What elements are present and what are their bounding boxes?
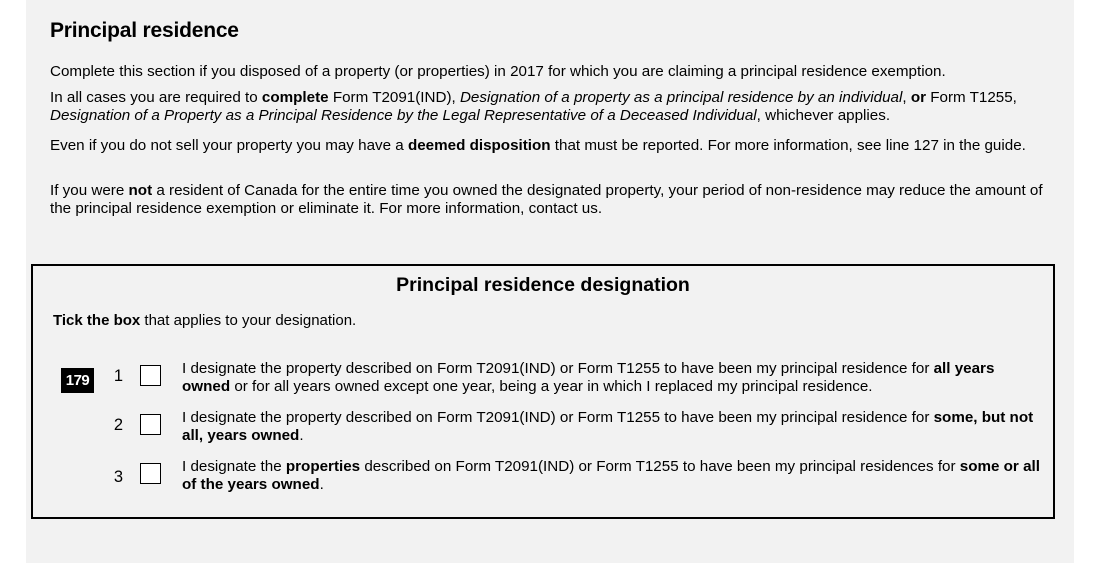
option-2-checkbox[interactable] [140, 414, 161, 435]
line-code-badge: 179 [61, 368, 94, 393]
option-2-number: 2 [113, 416, 123, 434]
option-2-text: I designate the property described on Form T2091(IND) or Form T1255 to have been my principal residence for some, but not all, years owned. [182, 409, 1034, 444]
option-1-number: 1 [113, 367, 123, 385]
intro-paragraph: Complete this section if you disposed of a property (or properties) in 2017 for which you are claiming a principal residence exemption. [50, 63, 946, 80]
option-3-number: 3 [113, 468, 123, 486]
option-3-checkbox[interactable] [140, 463, 161, 484]
option-1-text: I designate the property described on Form T2091(IND) or Form T1255 to have been my principal residence for all years owned or for all years owned except one year, being a year in which I replaced my principal residence. [182, 360, 995, 395]
designation-instruction: Tick the box that applies to your designation. [53, 312, 357, 329]
deemed-disposition-paragraph: Even if you do not sell your property you may have a deemed disposition that must be reported. For more information, see line 127 in the guide. [50, 137, 1026, 154]
section-title: Principal residence [50, 19, 239, 42]
option-3-text: I designate the properties described on Form T2091(IND) or Form T1255 to have been my principal residences for some or all of the years owned. [182, 458, 1040, 493]
option-1-checkbox[interactable] [140, 365, 161, 386]
designation-box [31, 264, 1055, 519]
requirement-paragraph: In all cases you are required to complete Form T2091(IND), Designation of a property as a principal residence by an individual, or Form T1255, Designation of a Property as a Principal Residence by the Legal Representative of a Deceased Individual, whichever applies. [50, 89, 1017, 124]
non-resident-paragraph: If you were not a resident of Canada for the entire time you owned the designated property, your period of non-residence may reduce the amount of the principal residence exemption or eliminate it. For more information, contact us. [50, 182, 1043, 217]
designation-title: Principal residence designation [396, 274, 690, 296]
